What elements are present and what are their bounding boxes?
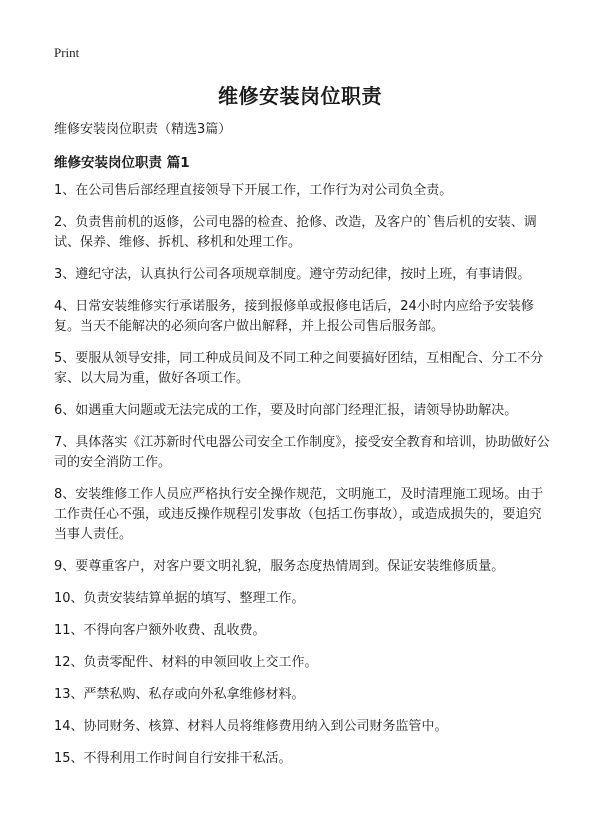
duty-item-9: 9、要尊重客户，对客户要文明礼貌，服务态度热情周到。保证安装维修质量。 <box>54 559 505 574</box>
duty-item-13: 13、严禁私购、私存或向外私拿维修材料。 <box>54 687 305 702</box>
duty-item-12: 12、负责零配件、材料的申领回收上交工作。 <box>54 655 318 670</box>
duty-item-6: 6、如遇重大问题或无法完成的工作，要及时向部门经理汇报，请领导协助解决。 <box>54 403 518 418</box>
document-subtitle: 维修安装岗位职责（精选3篇） <box>54 122 232 137</box>
document-title: 维修安装岗位职责 <box>218 84 382 108</box>
duty-item-2: 2、负责售前机的返修，公司电器的检查、抢修、改造，及客户的`售后机的安装、调试、保养、维修、拆机、移机和处理工作。 <box>54 215 537 250</box>
section-heading: 维修安装岗位职责 篇1 <box>54 155 190 171</box>
duty-item-8: 8、安装维修工作人员应严格执行安全操作规范，文明施工，及时清理施工现场。由于工作责任心不强，或违反操作规程引发事故（包括工伤事故），或造成损失的，要追究当事人责任。 <box>54 487 544 542</box>
duty-item-14: 14、协同财务、核算、材料人员将维修费用纳入到公司财务监管中。 <box>54 719 448 734</box>
duty-list <box>54 181 550 781</box>
duty-item-15: 15、不得利用工作时间自行安排干私活。 <box>54 751 292 766</box>
duty-item-1: 1、在公司售后部经理直接领导下开展工作，工作行为对公司负全责。 <box>54 183 453 198</box>
duty-item-10: 10、负责安装结算单据的填写、整理工作。 <box>54 591 305 606</box>
duty-item-7: 7、具体落实《江苏新时代电器公司安全工作制度》，接受安全教育和培训，协助做好公司的安全消防工作。 <box>54 435 550 470</box>
duty-item-4: 4、日常安装维修实行承诺服务，接到报修单或报修电话后，24小时内应给予安装修复。当天不能解决的必须向客户做出解释，并上报公司售后服务部。 <box>54 299 534 334</box>
duty-item-3: 3、遵纪守法，认真执行公司各项规章制度。遵守劳动纪律，按时上班，有事请假。 <box>54 267 531 282</box>
duty-item-11: 11、不得向客户额外收费、乱收费。 <box>54 623 266 638</box>
duty-item-5: 5、要服从领导安排，同工种成员间及不同工种之间要搞好团结，互相配合、分工不分家、以大局为重，做好各项工作。 <box>54 351 544 386</box>
print-label: Print <box>54 45 80 60</box>
